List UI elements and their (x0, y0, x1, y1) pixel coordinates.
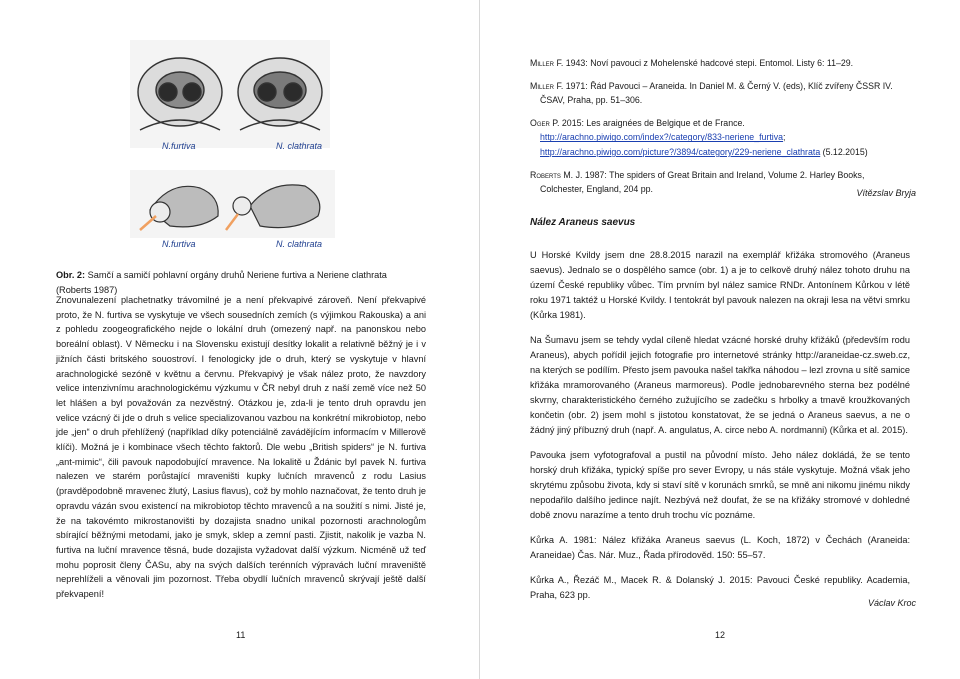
ref-access-date: (5.12.2015) (820, 146, 868, 157)
reference-item: Oger P. 2015: Les araignées de Belgique et de France. http://arachno.piwigo.com/index?/category/833-neriene_furtiva; http://arachno.piwigo.com/picture?/3894/category/229-neriene_clathrata (5.12.2015) (530, 117, 868, 157)
caption-lead: Obr. 2: (56, 270, 86, 280)
figure-bottom-illustration (130, 170, 335, 238)
reference-item (530, 56, 910, 71)
figure-top-panel (130, 40, 330, 148)
ref-text: 1971: Řád Pavouci – Araneida. In Daniel M. & Černý V. (eds), Klíč zvířeny ČSSR IV. ČSAV, Praha, pp. 51–306. (540, 80, 893, 106)
reference-item (530, 79, 910, 108)
ref-author: Oger P. (530, 117, 560, 128)
ref-author: Miller F. (530, 80, 564, 91)
figure-top-label-right: N. clathrata (276, 141, 323, 151)
ref-link-clathrata[interactable]: http://arachno.piwigo.com/picture?/3894/category/229-neriene_clathrata (540, 146, 821, 157)
page-number-left: 11 (236, 630, 246, 640)
caption-text: Samčí a samičí pohlavní orgány druhů Neriene furtiva a Neriene clathrata (Roberts 1987) (56, 270, 387, 295)
right-paragraph: U Horské Kvildy jsem dne 28.8.2015 narazil na exemplář křižáka stromového (Araneus saevus). Jednalo se o dospělého samce (obr. 1) a je to celkově druhý nález tohoto druhu na území České republiky vůbec. Tím prvním byl nález samice RNDr. Antonínem Kůrkou v létě roku 1971 taktéž u Horské Kvildy. I tentokrát byl pavouk nalezen na okraji lesa na větvi smrku (Kůrka 1981). (530, 250, 910, 320)
ref-author: Roberts M. J. (530, 169, 583, 180)
right-body-text (530, 248, 910, 613)
author-signature-1: Vítězslav Bryja (856, 188, 916, 198)
figure-top-label-left: N.furtiva (162, 141, 196, 151)
left-paragraph: Znovunalezení plachetnatky trávomilné je a není překvapivé zároveň. Není překvapivé proto, že N. furtiva se vyskytuje ve všech sousedních zemích (s výjimkou Rakouska) a ani z pohledu zoogeografického nejde o lokální druh (omezený např. na panonskou nebo boreální oblast). V Německu i na Slovensku existují desítky lokalit a relativně běžný je i v jižních části britského souostroví. I fenologicky jde o druh, který se vyskytuje v hlavní arachnologické sezóně v květnu a červnu. Překvapivý je však nález proto, že navzdory velice intenzivnímu arachnologickému výzkumu v ČR nebyl druh z naší země více než 50 let hlášen a byl považován za nezvěstný. Otázkou je, zda-li je tento druh opravdu jen velice vzácný či jde o druh s velice specializovanou vazbou na konkrétní mikrobiotop, nebo jde „jen“ o druh přehlížený (například díky potenciálně zavádějícím informacím v Millerově klíči). Možná je i kombinace všech těchto faktorů. Dle webu „British spiders“ je N. furtiva „ant-mimic“, čili pavouk napodobující mravence. Na lokalitě u Ždánic byl pavek N. furtiva nalezen ve starém porůstající mraveništi kupky lučních mravenců z rodu Lasius (pravděpodobně mravenec žlutý, Lasius flavus), což by mohlo naznačovat, že tento druh je opravdu vázán svou existencí na mikrobiotop těchto mravenců a na soužití s nimi. Jisté je, že na takovémto mikrostanovišti by dozajista snadno unikal pozornosti arachnologům sbírající běžnými metodami, jako je smyk, sklep a zemní pasti. Zjistit, nakolik je vazba N. furtiva na luční mravence těsná, bude dozajista vyžadovat další výzkum. Nicméně už teď mohu poprosit členy ČASu, aby na svých dalších terénních výpravách luční mraveniště neprehlíželi a věnovali jim pozornost. Třeba obydlí lučních mravenců skrývají ještě další překvapení! (56, 295, 426, 600)
reference-list (530, 56, 910, 205)
ref-text: 2015: Les araignées de Belgique et de France. (559, 117, 745, 128)
ref-text: 1987: The spiders of Great Britain and Ireland, Volume 2. Harley Books, Colchester, England, 204 pp. (540, 169, 865, 195)
figure-bottom-panel (130, 170, 335, 238)
reference-item (530, 168, 910, 197)
ref-text: 1943: Noví pavouci z Mohelenské hadcové stepi. Entomol. Listy 6: 11–29. (563, 58, 854, 68)
section-title: Nález Araneus saevus (530, 217, 636, 228)
figure-bottom-label-left: N.furtiva (162, 239, 196, 249)
author-signature-2: Václav Kroc (867, 598, 916, 608)
right-paragraph: Na Šumavu jsem se tehdy vydal cíleně hledat vzácné horské druhy křižáků (především rodu Araneus), abych pořídil jejich fotografie pro internetové stránky http://araneidae-cz.sweb.cz, na kterých se podílím. Přesto jsem pavouka našel takřka náhodou – lezl zrovna u sítě samice křižáka mramorovaného (Araneus marmoreus). Podle jednobarevného sterna bez podélné skvrny, charakteristického černého zužujícího se zadečku s hrbolky a tmavě kroužkovaných končetin (obr. 2) jsem mohl s jistotou konstatovat, že se jedná o Araneus saevus, a ne o žádný jiný příbuzný druh (např. A. angulatus, A. circe nebo A. nordmanni) (Kůrka et al. 2015). (530, 335, 910, 435)
right-paragraph: Pavouka jsem vyfotografoval a pustil na původní místo. Jeho nález dokládá, že se tento horský druh křižáka, typický spíše pro sever Evropy, u nás stále vyskytuje. Možná však jeho skrytému způsobu života, kdy si staví sítě v korunách smrků, se mně ani nikomu jinému nikdy nepodařilo dalšího jedince najít. Nezbývá než doufat, že se na křižáky stromové v dohledné době znovu narazíme a tento druh trochu víc poznáme. (530, 450, 910, 520)
page-number-right: 12 (715, 630, 726, 640)
left-body-text (56, 293, 426, 602)
ref-author: Miller F. (530, 58, 564, 68)
ref-link-furtiva[interactable]: http://arachno.piwigo.com/index?/category/833-neriene_furtiva (540, 132, 784, 143)
right-reference: Kůrka A., Řezáč M., Macek R. & Dolanský J. 2015: Pavouci České republiky. Academia, Praha, 623 pp. (530, 575, 910, 600)
right-reference: Kůrka A. 1981: Nález křižáka Araneus saevus (L. Koch, 1872) v Čechách (Araneida: Araneidae) Čas. Nár. Muz., Řada přírodověd. 150: 55–57. (530, 535, 910, 560)
figure-bottom-label-right: N. clathrata (276, 239, 323, 249)
figure-top-illustration (130, 40, 330, 148)
